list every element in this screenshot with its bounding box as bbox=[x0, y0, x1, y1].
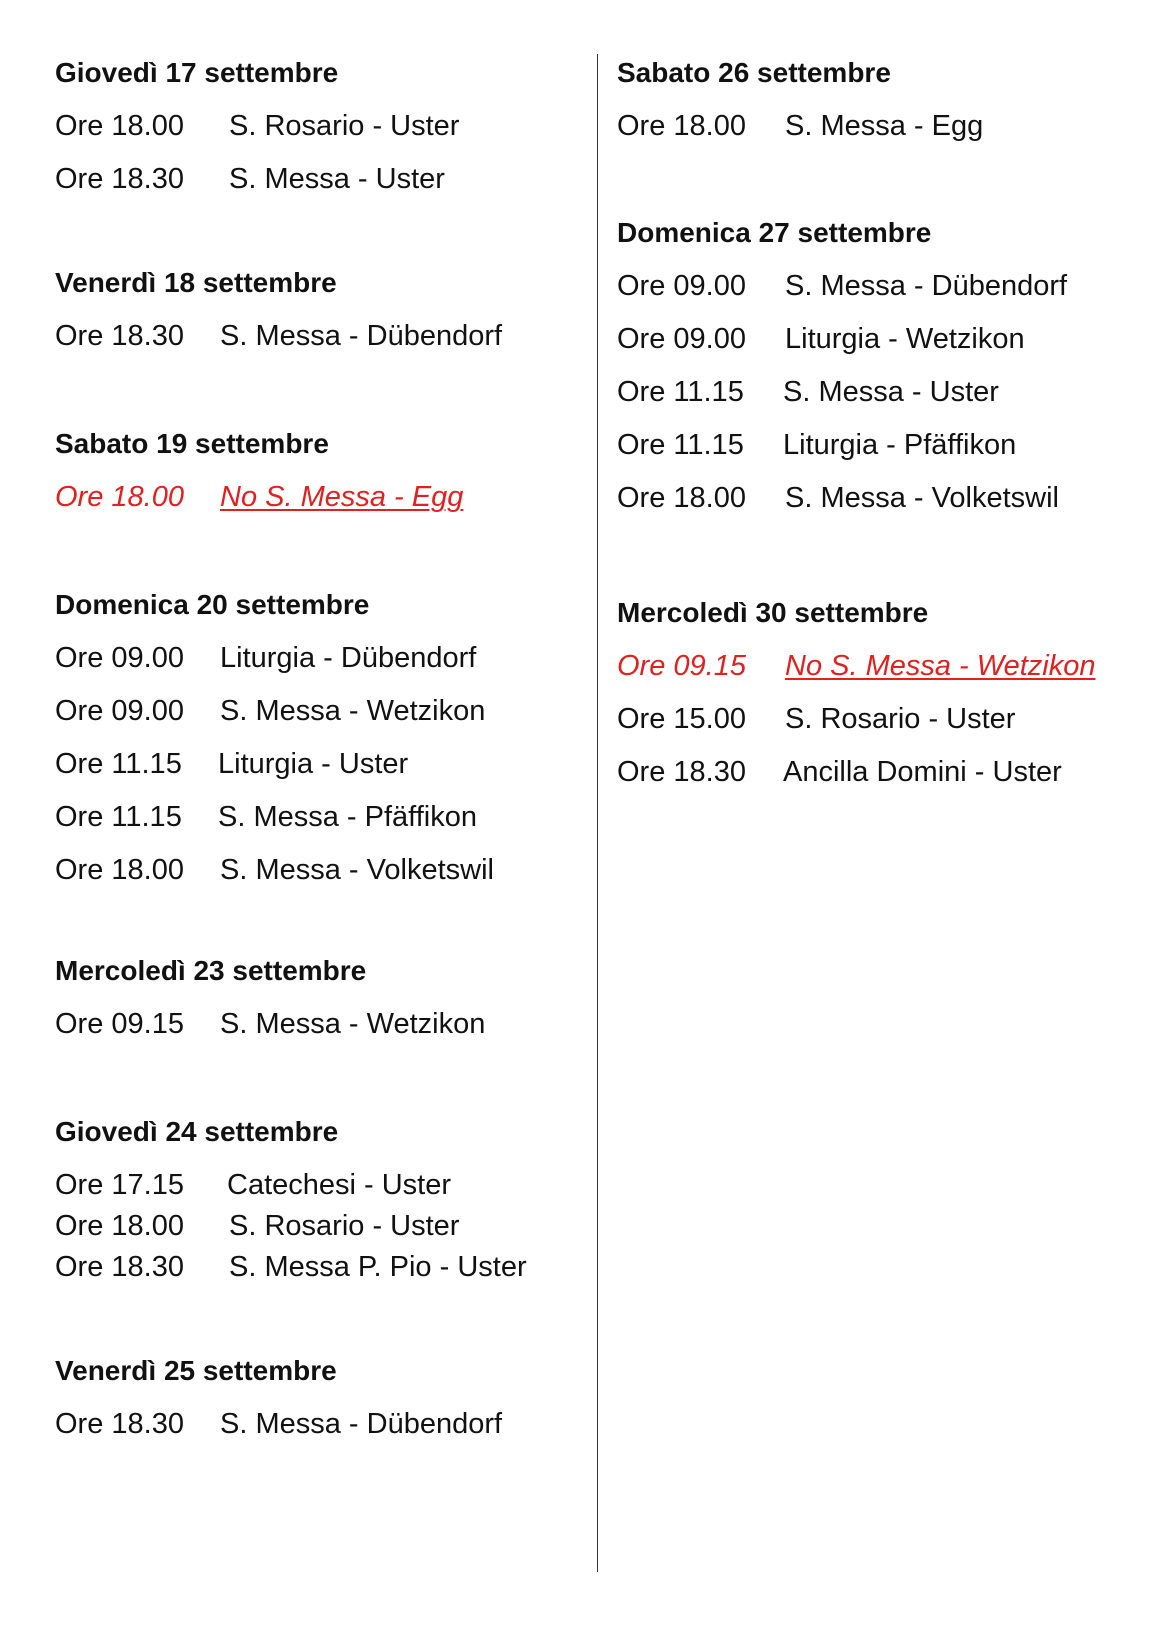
schedule-entry bbox=[55, 110, 575, 142]
schedule-entry bbox=[55, 695, 575, 727]
day-block bbox=[55, 1355, 575, 1440]
entry-event: S. Messa - Uster bbox=[783, 376, 999, 408]
entry-event: Ancilla Domini - Uster bbox=[783, 756, 1062, 788]
entry-time: Ore 15.00 bbox=[617, 703, 746, 735]
schedule-entry bbox=[55, 320, 575, 352]
entry-time: Ore 18.00 bbox=[617, 110, 746, 142]
entry-time: Ore 09.00 bbox=[617, 270, 746, 302]
entry-time: Ore 18.00 bbox=[55, 110, 184, 142]
schedule-entry bbox=[617, 756, 1137, 788]
day-title: Sabato 19 settembre bbox=[55, 428, 329, 459]
schedule-entry bbox=[617, 110, 1137, 142]
day-title: Venerdì 25 settembre bbox=[55, 1355, 337, 1386]
entry-time: Ore 11.15 bbox=[55, 801, 182, 833]
schedule-entry bbox=[55, 1210, 575, 1242]
day-title: Giovedì 24 settembre bbox=[55, 1116, 339, 1147]
entry-event: S. Messa - Volketswil bbox=[785, 482, 1059, 514]
entry-time: Ore 18.30 bbox=[55, 163, 184, 195]
entry-time: Ore 09.00 bbox=[55, 642, 184, 674]
day-block bbox=[55, 955, 575, 1040]
day-block bbox=[55, 1116, 575, 1283]
schedule-entry bbox=[617, 703, 1137, 735]
schedule-entry-cancelled bbox=[55, 481, 575, 513]
entry-event: S. Messa - Wetzikon bbox=[220, 1008, 486, 1040]
day-block bbox=[617, 57, 1137, 142]
schedule-entry bbox=[55, 801, 575, 833]
entry-event: No S. Messa - Wetzikon bbox=[785, 650, 1096, 682]
entry-event: Liturgia - Wetzikon bbox=[785, 323, 1025, 355]
schedule-entry bbox=[617, 376, 1137, 408]
schedule-entry bbox=[617, 429, 1137, 461]
schedule-entry bbox=[55, 854, 575, 886]
entry-event: S. Messa - Dübendorf bbox=[220, 320, 503, 352]
day-title: Giovedì 17 settembre bbox=[55, 57, 339, 88]
entry-event: Liturgia - Pfäffikon bbox=[783, 429, 1017, 461]
day-block bbox=[55, 57, 575, 195]
day-title: Mercoledì 30 settembre bbox=[617, 597, 929, 628]
schedule-entry bbox=[617, 323, 1137, 355]
schedule-entry bbox=[55, 1408, 575, 1440]
day-block bbox=[55, 267, 575, 352]
entry-time: Ore 18.00 bbox=[55, 854, 184, 886]
schedule-entry bbox=[55, 1169, 575, 1201]
entry-time: Ore 11.15 bbox=[617, 376, 744, 408]
entry-event: No S. Messa - Egg bbox=[220, 481, 464, 513]
entry-event: S. Messa - Dübendorf bbox=[785, 270, 1068, 302]
entry-time: Ore 11.15 bbox=[55, 748, 182, 780]
entry-event: Liturgia - Dübendorf bbox=[220, 642, 477, 674]
entry-event: S. Rosario - Uster bbox=[229, 110, 460, 142]
day-title: Domenica 20 settembre bbox=[55, 589, 370, 620]
entry-time: Ore 17.15 bbox=[55, 1169, 184, 1201]
entry-time: Ore 18.30 bbox=[55, 1251, 184, 1283]
entry-time: Ore 09.00 bbox=[617, 323, 746, 355]
day-title: Sabato 26 settembre bbox=[617, 57, 891, 88]
entry-time: Ore 09.00 bbox=[55, 695, 184, 727]
entry-time: Ore 18.30 bbox=[55, 320, 184, 352]
day-block bbox=[617, 597, 1137, 788]
entry-time: Ore 18.00 bbox=[617, 482, 746, 514]
entry-event: S. Messa - Dübendorf bbox=[220, 1408, 503, 1440]
entry-event: S. Messa - Uster bbox=[229, 163, 445, 195]
entry-event: S. Messa P. Pio - Uster bbox=[229, 1251, 527, 1283]
entry-time: Ore 18.00 bbox=[55, 1210, 184, 1242]
day-block bbox=[617, 217, 1137, 514]
entry-event: S. Rosario - Uster bbox=[785, 703, 1016, 735]
day-title: Mercoledì 23 settembre bbox=[55, 955, 367, 986]
schedule-entry bbox=[617, 270, 1137, 302]
column-divider bbox=[597, 54, 598, 1572]
entry-time: Ore 18.30 bbox=[55, 1408, 184, 1440]
schedule-entry bbox=[617, 482, 1137, 514]
entry-event: S. Messa - Pfäffikon bbox=[218, 801, 477, 833]
entry-time: Ore 18.30 bbox=[617, 756, 746, 788]
day-block bbox=[55, 589, 575, 886]
entry-time: Ore 09.15 bbox=[55, 1008, 184, 1040]
schedule-entry bbox=[55, 1251, 575, 1283]
entry-time: Ore 11.15 bbox=[617, 429, 744, 461]
schedule-entry bbox=[55, 748, 575, 780]
schedule-entry-cancelled bbox=[617, 650, 1137, 682]
schedule-entry bbox=[55, 1008, 575, 1040]
schedule-entry bbox=[55, 163, 575, 195]
day-title: Domenica 27 settembre bbox=[617, 217, 932, 248]
day-block bbox=[55, 428, 575, 513]
entry-event: S. Messa - Egg bbox=[785, 110, 984, 142]
entry-event: S. Messa - Volketswil bbox=[220, 854, 494, 886]
entry-event: S. Rosario - Uster bbox=[229, 1210, 460, 1242]
entry-time: Ore 09.15 bbox=[617, 650, 746, 682]
schedule-entry bbox=[55, 642, 575, 674]
day-title: Venerdì 18 settembre bbox=[55, 267, 337, 298]
entry-event: Catechesi - Uster bbox=[227, 1169, 452, 1201]
entry-event: Liturgia - Uster bbox=[218, 748, 409, 780]
entry-time: Ore 18.00 bbox=[55, 481, 184, 513]
entry-event: S. Messa - Wetzikon bbox=[220, 695, 486, 727]
